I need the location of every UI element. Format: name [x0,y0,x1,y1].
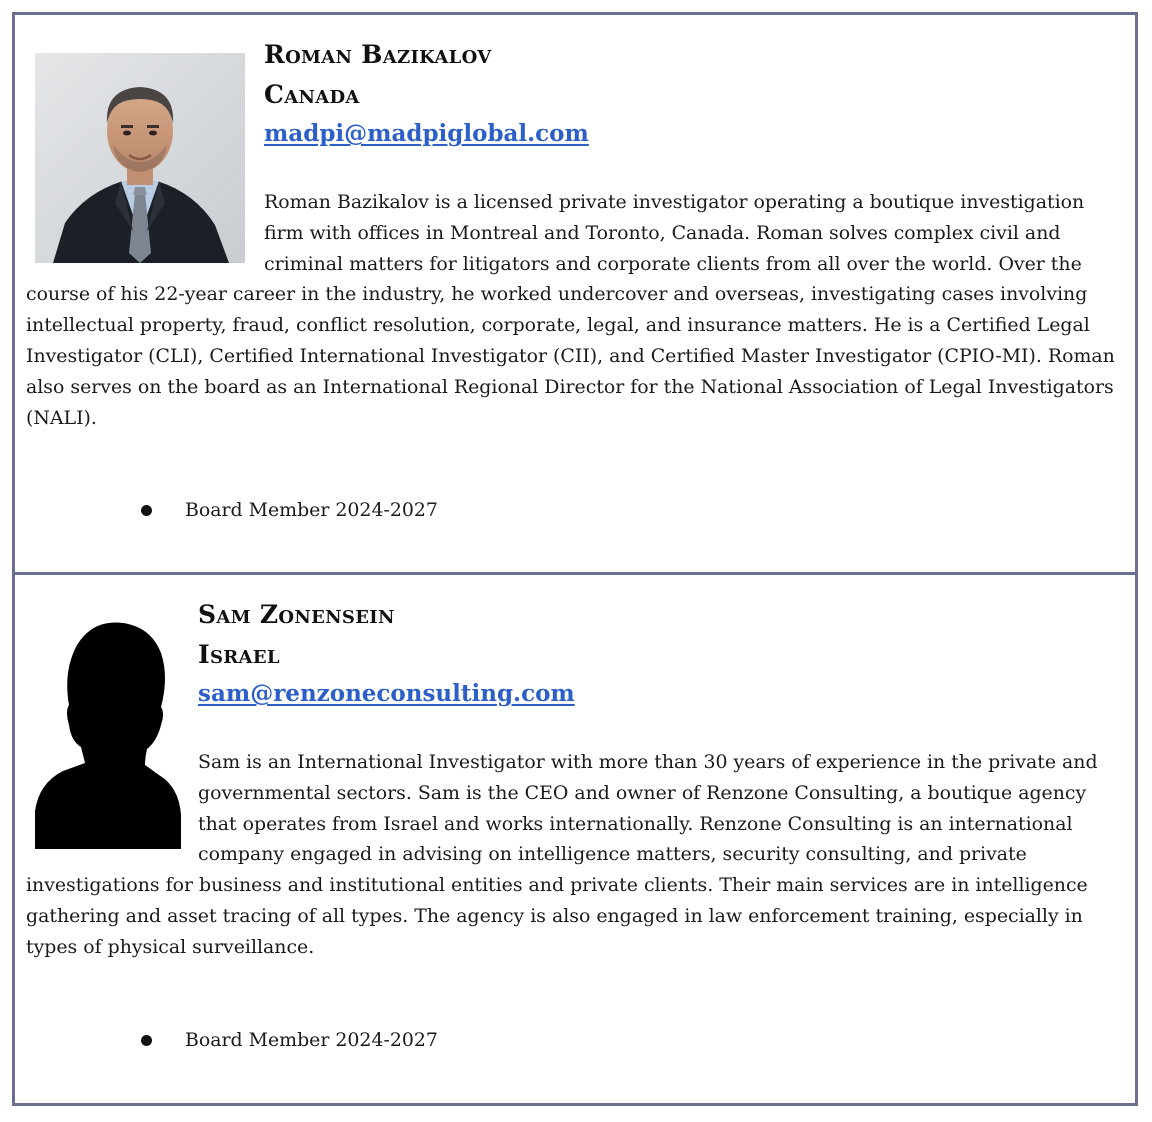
silhouette-placeholder-icon [35,615,181,849]
member-name: Sam Zonensein [198,600,395,629]
member-name: Roman Bazikalov [264,40,492,69]
bullet-icon [141,505,152,516]
member-email-link[interactable]: sam@renzoneconsulting.com [198,680,575,707]
member-email-link[interactable]: madpi@madpiglobal.com [264,120,589,147]
profile-card-roman-bazikalov [15,15,1135,575]
role-list-item [15,1025,438,1055]
profile-content [15,575,1135,963]
role-list [15,495,438,525]
role-label: Board Member 2024-2027 [185,499,438,521]
role-label: Board Member 2024-2027 [185,1029,438,1051]
member-country: Israel [198,640,280,669]
role-list-item [15,495,438,525]
profile-card-sam-zonensein [15,575,1135,1106]
spacer [26,713,1123,747]
board-members-sheet [12,12,1138,1106]
member-bio: Sam is an International Investigator with more than 30 years of experience in the private and governmental sectors. Sam is the CEO and owner of Renzone Consulting, a boutique agency that operates from Israel and works internationally. Renzone Consulting is an international company engaged in advising on intelligence matters, security consulting, and private investigations for business and institutional entities and private clients. Their main services are in intelligence gathering and asset tracing of all types. The agency is also engaged in law enforcement training, especially in types of physical surveillance. [26,751,1098,958]
bullet-icon [141,1035,152,1046]
person-photo-icon [35,53,245,263]
role-list [15,1025,438,1055]
member-country: Canada [264,80,360,109]
member-bio: Roman Bazikalov is a licensed private investigator operating a boutique investigation firm with offices in Montreal and Toronto, Canada. Roman solves complex civil and criminal matters for litigators and corporate clients from all over the world. Over the course of his 22-year career in the industry, he worked undercover and overseas, investigating cases involving intellectual property, fraud, conflict resolution, corporate, legal, and insurance matters. He is a Certified Legal Investigator (CLI), Certified International Investigator (CII), and Certified Master Investigator (CPIO-MI). Roman also serves on the board as an International Regional Director for the National Association of Legal Investigators (NALI). [26,191,1115,429]
profile-content [15,15,1135,433]
